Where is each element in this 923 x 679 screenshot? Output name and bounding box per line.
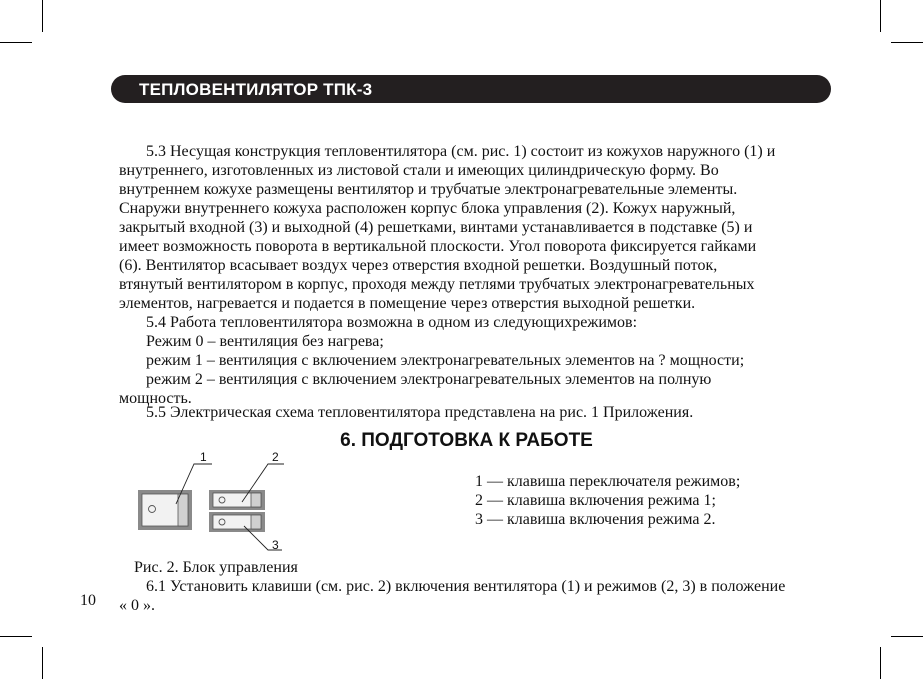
mode-0-line: Режим 0 – вентиляция без нагрева; [146,333,384,350]
mode-2-line-cont: мощность. [119,390,192,407]
text-line: имеет возможность поворота в вертикальной плоскости. Угол поворота фиксируется гайками [119,238,757,255]
crop-mark [42,0,43,32]
text-line: 5.4 Работа тепловентилятора возможна в одном из следующихрежимов: [146,314,638,331]
text-line: 5.3 Несущая конструкция тепловентилятора (см. рис. 1) состоит из кожухов наружного (1) и [146,143,776,160]
figure-legend [475,472,740,529]
switch-2-mode-1-icon [209,490,265,510]
text-line: внутреннем кожухе размещены вентилятор и трубчатые электронагревательные элементы. [119,181,738,198]
paragraph-6-1 [119,577,785,615]
text-line: (6). Вентилятор всасывает воздух через отверстия входной решетки. Воздушный поток, [119,257,718,274]
section-title-text: 6. ПОДГОТОВКА К РАБОТЕ [340,430,593,451]
crop-mark [0,636,32,637]
callout-2: 2 [272,450,279,464]
header-title: ТЕПЛОВЕНТИЛЯТОР ТПК-3 [139,80,373,99]
crop-mark [880,647,881,679]
callout-1: 1 [200,450,207,464]
text-line: 5.5 Электрическая схема тепловентилятора представлена на рис. 1 Приложения. [146,404,694,421]
switch-1-mode-selector-icon [138,490,192,530]
header-bar [111,75,831,103]
paragraph-5-4 [119,313,849,408]
text-line: элементов, нагревается и подается в помещение через отверстия выходной решетки. [119,295,696,312]
crop-mark [880,0,881,32]
text-line: « 0 ». [119,597,155,614]
legend-item: 2 — клавиша включения режима 1; [475,492,716,509]
text-line: Снаружи внутреннего кожуха расположен корпус блока управления (2). Кожух наружный, [119,200,736,217]
text-line: внутреннего, изготовленных из листовой стали и имеющих цилиндрическую форму. Во [119,162,719,179]
mode-1-line: режим 1 – вентиляция с включением электронагревательных элементов на ? мощности; [146,352,745,369]
paragraph-5-5 [119,403,849,422]
page-number: 10 [80,592,96,609]
text-line: втянутый вентилятором в корпус, проходя между петлями трубчатых электронагревательных [119,276,755,293]
crop-mark [891,636,923,637]
mode-2-line: режим 2 – вентиляция с включением электронагревательных элементов на полную [146,371,712,388]
callout-3: 3 [272,538,279,552]
legend-item: 1 — клавиша переключателя режимов; [475,473,741,490]
legend-item: 3 — клавиша включения режима 2. [475,511,716,528]
switch-3-mode-2-icon [209,512,265,532]
crop-mark [42,647,43,679]
crop-mark [0,42,32,43]
text-line: закрытый входной (3) и выходной (4) решетками, винтами устанавливается в подставке (5) и [119,219,753,236]
figure-caption: Рис. 2. Блок управления [134,559,298,576]
crop-mark [891,42,923,43]
text-line: 6.1 Установить клавиши (см. рис. 2) включения вентилятора (1) и режимов (2, 3) в положение [146,578,786,595]
control-block-diagram [130,446,300,554]
paragraph-5-3 [119,142,849,313]
